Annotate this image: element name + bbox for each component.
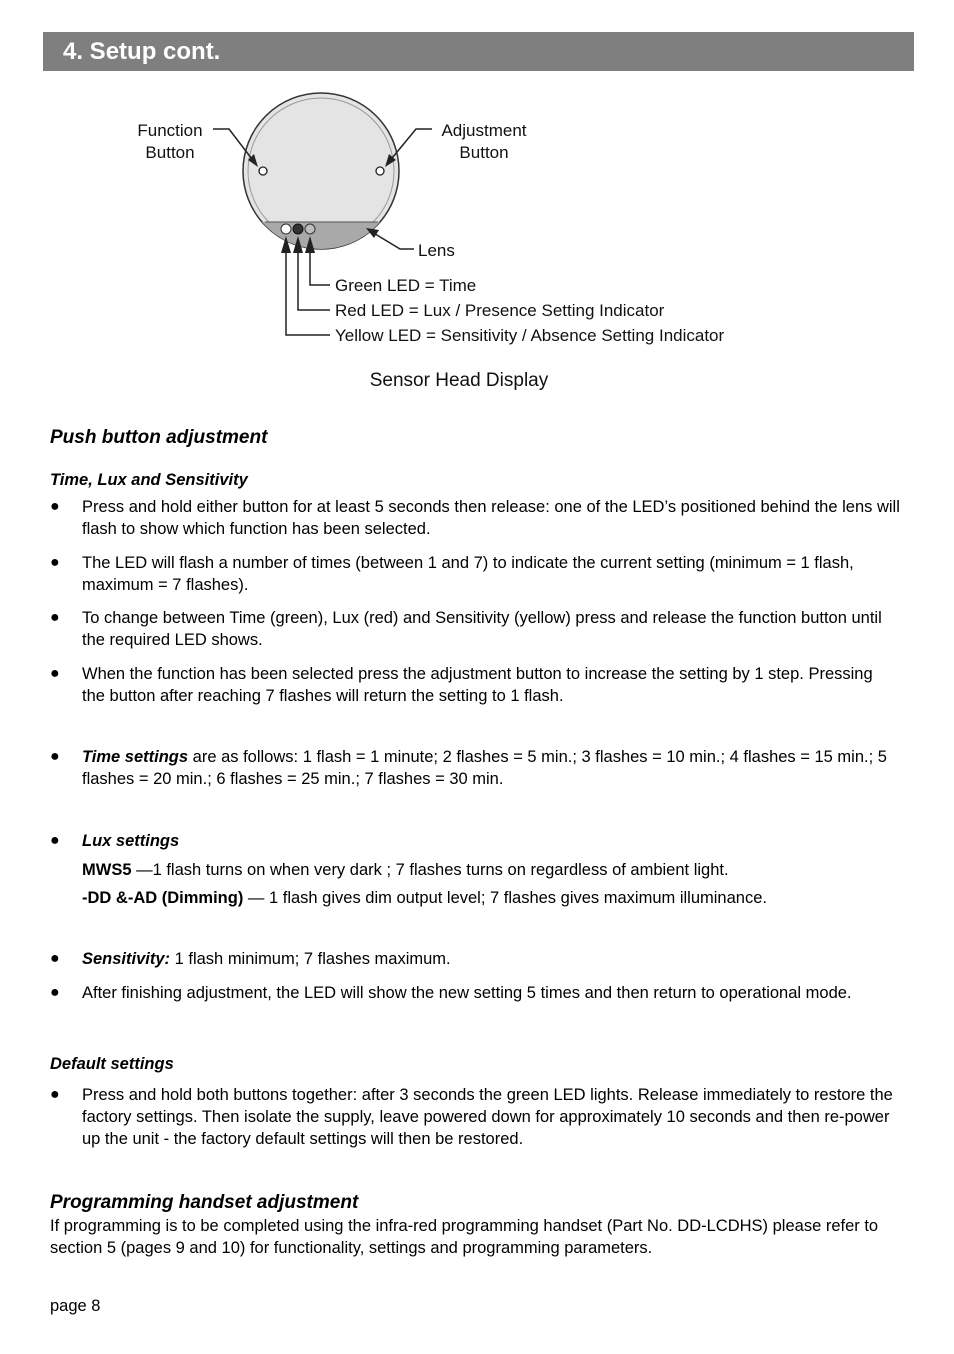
bullet-dot-icon: ● <box>50 832 60 849</box>
sensor-head-diagram <box>0 85 954 405</box>
red-led-label: Red LED = Lux / Presence Setting Indicator <box>335 301 665 320</box>
programming-text: If programming is to be completed using the infra-red programming handset (Part No. DD-LCDHS) please refer to section 5 (pages 9 and 10) for functionality, settings and programming parameters. <box>50 1217 879 1257</box>
bullet-dot-icon: ● <box>50 748 60 765</box>
green-led <box>305 224 315 234</box>
lens-label: Lens <box>418 241 455 260</box>
bullet-dot-icon: ● <box>50 498 60 515</box>
bullet-dot-icon: ● <box>50 1086 60 1103</box>
default-settings-heading: Default settings <box>50 1055 174 1073</box>
time-settings-label: Time settings <box>82 748 189 766</box>
sensitivity-label: Sensitivity: <box>82 950 171 968</box>
yellow-led <box>281 224 291 234</box>
bullet-dot-icon: ● <box>50 609 60 626</box>
time-lux-sensitivity-subheading: Time, Lux and Sensitivity <box>50 471 248 489</box>
function-button-label: Function <box>137 121 203 140</box>
bullet-dot-icon: ● <box>50 554 60 571</box>
page-title: 4. Setup cont. <box>63 38 221 65</box>
red-led <box>293 224 303 234</box>
push-button-heading: Push button adjustment <box>50 427 268 448</box>
lens-window <box>240 222 402 262</box>
adjustment-button-label: Adjustment <box>441 121 527 140</box>
green-led-label: Green LED = Time <box>335 276 477 295</box>
svg-text:Button: Button <box>145 143 195 162</box>
programming-heading: Programming handset adjustment <box>50 1192 359 1213</box>
adjustment-button-dot <box>376 167 384 175</box>
dimming-line: -DD &-AD (Dimming) — 1 flash gives dim output level; 7 flashes gives maximum illuminance. <box>82 889 767 907</box>
function-button-dot <box>259 167 267 175</box>
section-header <box>43 32 914 71</box>
svg-text:Button: Button <box>459 143 509 162</box>
diagram-caption: Sensor Head Display <box>369 370 549 391</box>
bullet-dot-icon: ● <box>50 984 60 1001</box>
bullet-dot-icon: ● <box>50 950 60 967</box>
mws5-line: MWS5 —1 flash turns on when very dark ; 7 flashes turns on regardless of ambient light. <box>82 861 729 879</box>
bullet-dot-icon: ● <box>50 665 60 682</box>
yellow-led-label: Yellow LED = Sensitivity / Absence Setting Indicator <box>335 326 725 345</box>
page-number: page 8 <box>50 1297 101 1315</box>
lux-settings-label: Lux settings <box>82 832 180 850</box>
